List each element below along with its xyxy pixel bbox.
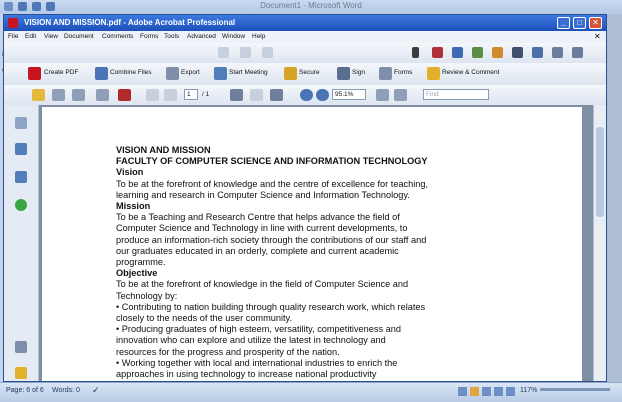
- vertical-scrollbar[interactable]: [593, 105, 607, 381]
- help-panel-icon[interactable]: [15, 199, 27, 211]
- forms-icon[interactable]: [379, 67, 392, 80]
- sign-pen-icon[interactable]: [337, 67, 350, 80]
- page-number-input[interactable]: 1: [184, 89, 198, 100]
- acrobat-title: VISION AND MISSION.pdf - Adobe Acrobat Professional: [24, 18, 236, 27]
- mission-line: To be a Teaching and Research Centre that helps advance the field of: [116, 212, 400, 223]
- status-words[interactable]: Words: 0: [52, 387, 80, 394]
- pages-panel-icon[interactable]: [15, 117, 27, 129]
- menu-close-icon[interactable]: ✕: [594, 32, 601, 41]
- menu-bar: [4, 31, 606, 43]
- layout-icon[interactable]: [572, 47, 583, 58]
- start-meeting-icon[interactable]: [214, 67, 227, 80]
- attachments-panel-icon[interactable]: [15, 341, 27, 353]
- menu-view[interactable]: View: [44, 33, 58, 40]
- fit-page-icon[interactable]: [376, 89, 389, 101]
- objective-line: • Working together with local and international industries to enrich the: [116, 357, 398, 368]
- tb-icon-1[interactable]: [218, 47, 229, 58]
- select-cursor-icon[interactable]: [230, 89, 243, 101]
- pdf-page: [42, 107, 582, 381]
- attach-icon[interactable]: [492, 47, 503, 58]
- view-outline-icon[interactable]: [494, 387, 503, 396]
- menu-forms[interactable]: Forms: [140, 33, 159, 40]
- tb-icon-3[interactable]: [262, 47, 273, 58]
- hand-tool-icon[interactable]: [250, 89, 263, 101]
- create-pdf-button[interactable]: Create PDF: [44, 69, 79, 76]
- view-fullscreen-icon[interactable]: [470, 387, 479, 396]
- open-folder-icon[interactable]: [32, 89, 45, 101]
- minimize-button[interactable]: _: [557, 17, 570, 29]
- start-meeting-button[interactable]: Start Meeting: [229, 69, 268, 76]
- menu-advanced[interactable]: Advanced: [187, 33, 216, 40]
- tb-icon-2[interactable]: [240, 47, 251, 58]
- zoom-tool-icon[interactable]: [270, 89, 283, 101]
- comments-panel-icon[interactable]: [15, 367, 27, 379]
- acrobat-window: [3, 14, 607, 382]
- navigation-panel: [4, 105, 39, 381]
- sign-button[interactable]: Sign: [352, 69, 366, 76]
- mission-line: Computer Science and Technology in line with current developments, to: [116, 223, 408, 234]
- objective-line: • Producing graduates of high esteem, versatility, competitiveness and: [116, 324, 401, 335]
- word-zoom-level[interactable]: 117%: [520, 387, 538, 394]
- acrobat-title-bar: [4, 15, 606, 31]
- objective-line: To be at the forefront of knowledge in the field of Computer Science and: [116, 279, 409, 290]
- menu-help[interactable]: Help: [252, 33, 266, 40]
- create-pdf-icon[interactable]: [28, 67, 41, 80]
- link-tool-icon[interactable]: [432, 47, 443, 58]
- vision-line: learning and research in Computer Science and Information Technology.: [116, 189, 410, 200]
- review-comment-button[interactable]: Review & Comment: [442, 69, 500, 76]
- fullscreen-icon[interactable]: [552, 47, 563, 58]
- speaker-icon[interactable]: [532, 47, 543, 58]
- export-button[interactable]: Export: [181, 69, 200, 76]
- review-icon[interactable]: [118, 89, 131, 101]
- word-window-title: Document1 - Microsoft Word: [260, 1, 362, 10]
- proofing-icon[interactable]: ✓: [92, 385, 100, 395]
- combine-files-button[interactable]: Combine Files: [110, 69, 152, 76]
- mission-title: Mission: [116, 201, 151, 212]
- vision-title: Vision: [116, 167, 144, 178]
- document-area: [39, 105, 593, 381]
- secure-lock-icon[interactable]: [284, 67, 297, 80]
- fit-width-icon[interactable]: [394, 89, 407, 101]
- doc-faculty-heading: FACULTY OF COMPUTER SCIENCE AND INFORMATION TECHNOLOGY: [116, 156, 428, 167]
- email-icon[interactable]: [96, 89, 109, 101]
- menu-tools[interactable]: Tools: [164, 33, 180, 40]
- prev-page-icon[interactable]: [146, 89, 159, 101]
- zoom-in-icon[interactable]: [316, 89, 329, 101]
- objective-line: closely to the needs of the user community.: [116, 313, 293, 324]
- menu-comments[interactable]: Comments: [102, 33, 134, 40]
- save-icon-acrobat[interactable]: [72, 89, 85, 101]
- objective-title: Objective: [116, 268, 158, 279]
- toolbar-navigation: [4, 85, 606, 106]
- signatures-panel-icon[interactable]: [15, 171, 27, 183]
- acrobat-app-icon: [8, 18, 18, 28]
- objective-line: • Contributing to nation building through quality research work, which relates: [116, 301, 426, 312]
- scrollbar-thumb[interactable]: [596, 127, 604, 217]
- mission-line: programme.: [116, 257, 166, 268]
- export-icon[interactable]: [166, 67, 179, 80]
- sound-icon[interactable]: [512, 47, 523, 58]
- page-total: / 1: [202, 91, 210, 98]
- maximize-button[interactable]: □: [573, 17, 586, 29]
- typewriter-icon[interactable]: [452, 47, 463, 58]
- toolbar-tasks-2: [4, 63, 606, 86]
- menu-document[interactable]: Document: [64, 33, 94, 40]
- close-button[interactable]: ✕: [589, 17, 602, 29]
- mission-line: our graduates educated in an orderly, complete and current academic: [116, 245, 399, 256]
- objective-line: innovation who can explore and utilize the latest in technology and: [116, 335, 386, 346]
- menu-file[interactable]: File: [8, 33, 19, 40]
- objective-line: approaches in using technology to increase national productivity: [116, 369, 377, 380]
- objective-line: resources for the progress and prosperity of the nation.: [116, 346, 340, 357]
- menu-window[interactable]: Window: [222, 33, 246, 40]
- document-text: [116, 145, 496, 380]
- zoom-slider[interactable]: [540, 388, 610, 391]
- zoom-level-select[interactable]: 95.1%: [332, 89, 366, 100]
- find-input[interactable]: Find: [423, 89, 489, 100]
- doc-heading: VISION AND MISSION: [116, 145, 211, 155]
- objective-line: Technology by:: [116, 290, 178, 301]
- bookmarks-panel-icon[interactable]: [15, 143, 27, 155]
- view-draft-icon[interactable]: [506, 387, 515, 396]
- review-comment-icon[interactable]: [427, 67, 440, 80]
- combine-files-icon[interactable]: [95, 67, 108, 80]
- mission-line: produce an information-rich society through the contributions of our staff and: [116, 234, 427, 245]
- view-web-icon[interactable]: [482, 387, 491, 396]
- select-tool-icon[interactable]: [412, 47, 419, 58]
- stamp-icon[interactable]: [472, 47, 483, 58]
- print-icon[interactable]: [52, 89, 65, 101]
- view-print-layout-icon[interactable]: [458, 387, 467, 396]
- secure-button[interactable]: Secure: [299, 69, 320, 76]
- forms-button[interactable]: Forms: [394, 69, 413, 76]
- status-page[interactable]: Page: 6 of 6: [6, 387, 44, 394]
- word-status-bar: [0, 382, 622, 402]
- toolbar-tasks: [4, 43, 606, 64]
- zoom-out-icon[interactable]: [300, 89, 313, 101]
- vision-line: To be at the forefront of knowledge and the centre of excellence for teaching,: [116, 178, 429, 189]
- menu-edit[interactable]: Edit: [25, 33, 37, 40]
- next-page-icon[interactable]: [164, 89, 177, 101]
